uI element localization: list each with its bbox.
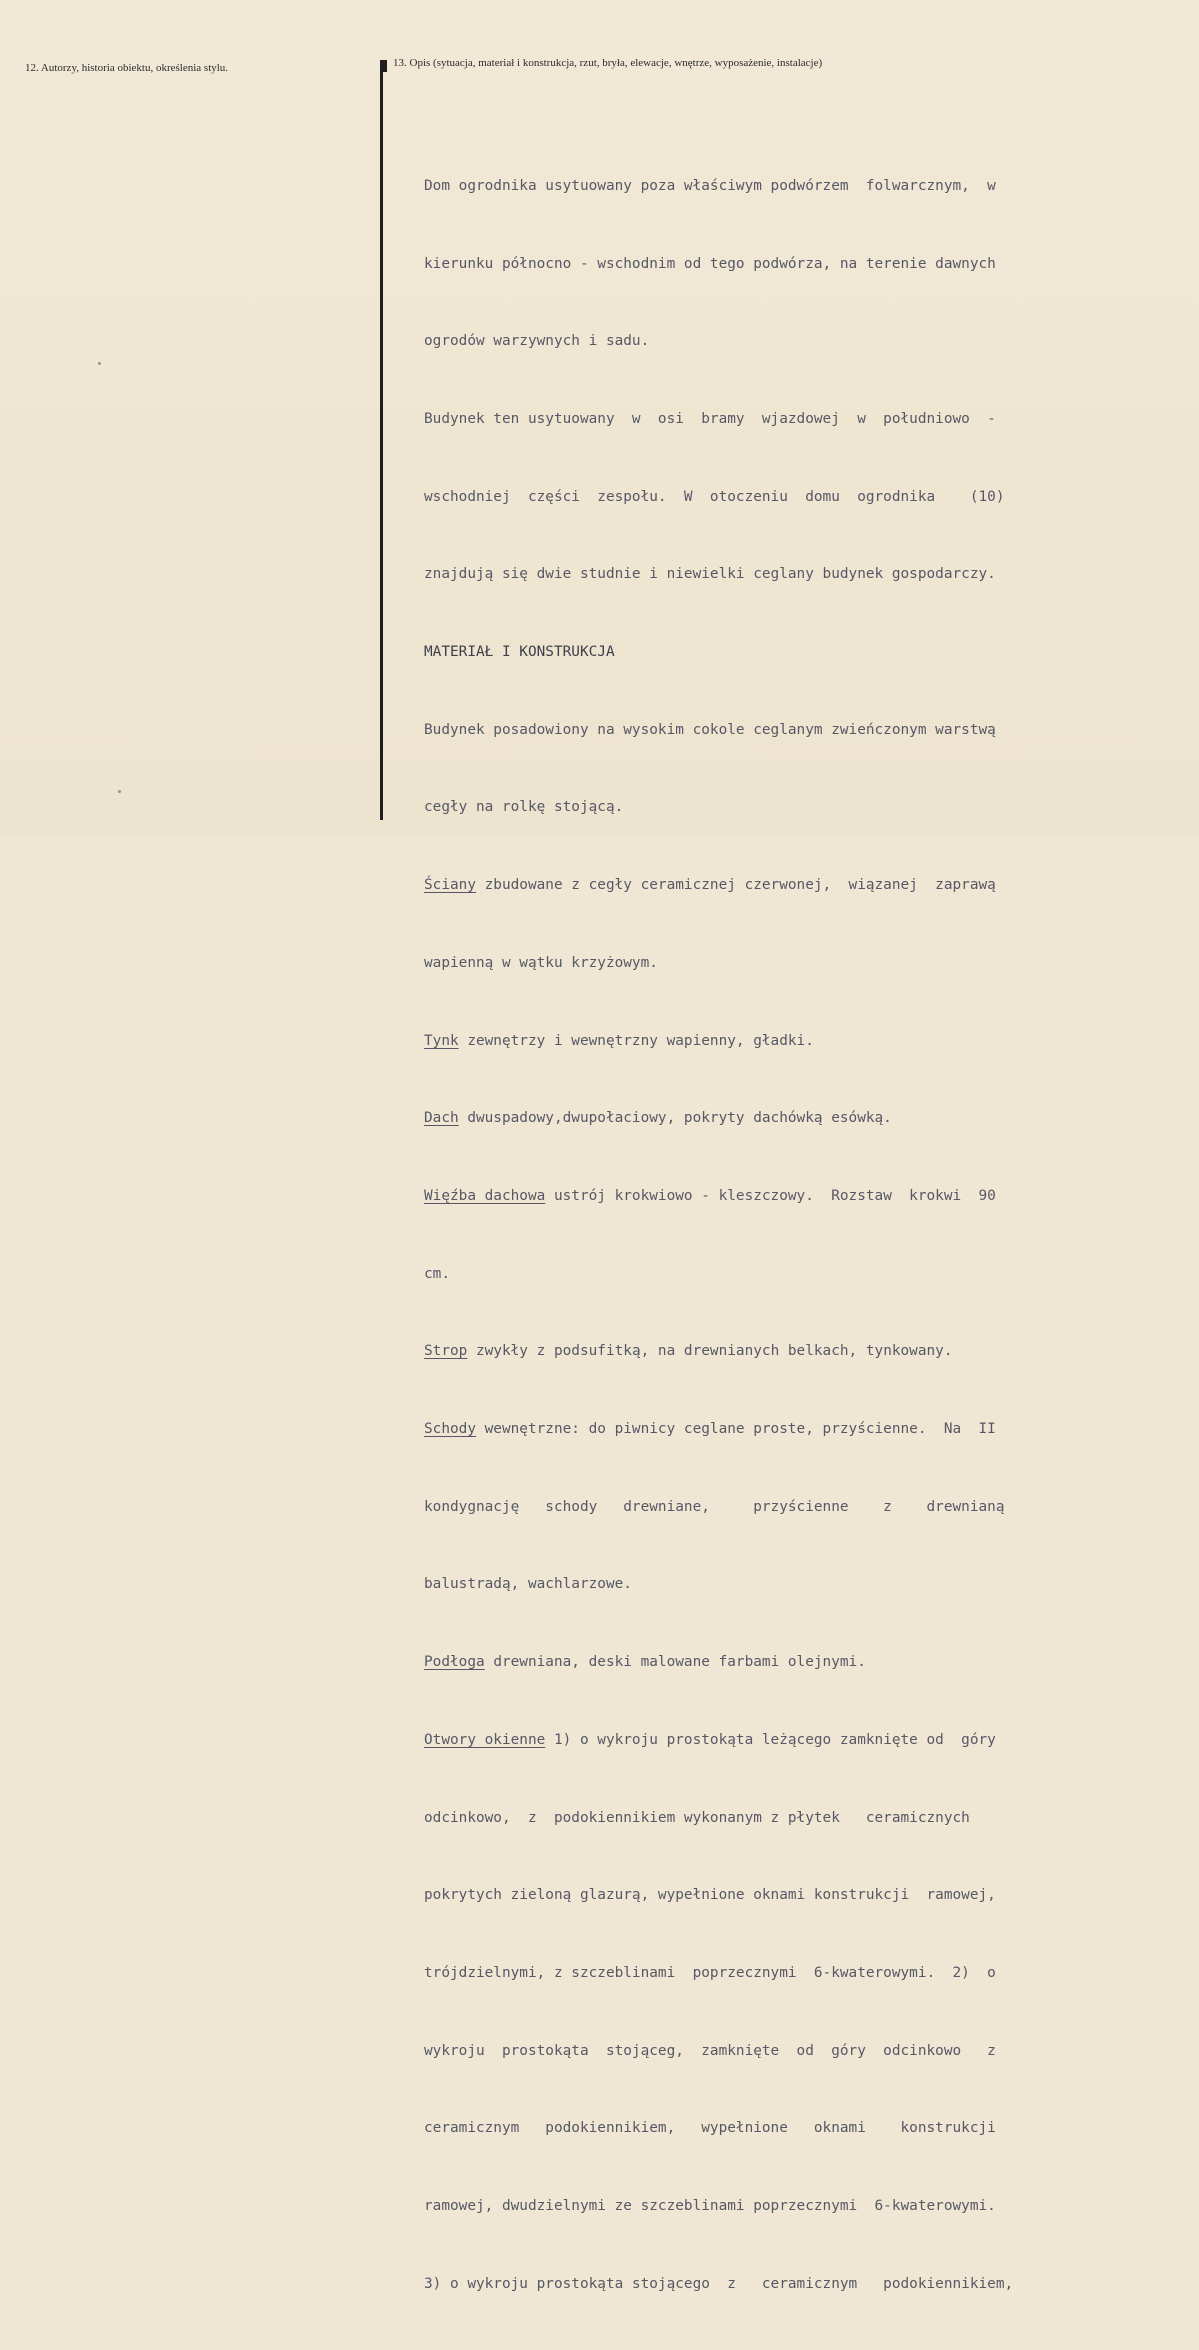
paper-speck [118,790,121,793]
text-fragment: ustrój krokwiowo - kleszczowy. Rozstaw krokwi 90 [545,1187,996,1204]
text-line: cegły na rolkę stojącą. [424,799,624,816]
text-fragment: wewnętrzne: do piwnicy ceglane proste, przyścienne. Na II [475,1421,996,1438]
text-fragment: drewniana, deski malowane farbami olejnymi. [484,1654,866,1671]
term-roof-truss: Więźba dachowa [424,1187,546,1204]
text-line: odcinkowo, z podokiennikiem wykonanym z płytek ceramicznych [424,1809,970,1826]
term-window-openings: Otwory okienne [424,1731,546,1748]
text-line: Budynek ten usytuowany w osi bramy wjazdowej w południowo - [424,410,996,427]
text-line [424,1650,1094,1676]
text-line: ceramicznym podokiennikiem, wypełnione oknami konstrukcji [424,2120,996,2137]
text-fragment: zewnętrzy i wewnętrzny wapienny, gładki. [458,1032,814,1049]
text-line: znajdują się dwie studnie i niewielki ceglany budynek gospodarczy. [424,566,996,583]
text-line [424,873,1094,899]
text-line [424,1029,1094,1055]
text-line: Dom ogrodnika usytuowany poza właściwym podwórzem folwarcznym, w [424,177,996,194]
term-ceiling: Strop [424,1343,468,1360]
section-13-heading: 13. Opis (sytuacja, materiał i konstrukcja, rzut, bryła, elewacje, wnętrze, wyposażenie, instalacje) [393,57,823,69]
text-line: kondygnację schody drewniane, przyścienne z drewnianą [424,1498,1005,1515]
column-divider [380,60,383,820]
text-line [424,1339,1094,1365]
description-text [424,122,1094,2350]
text-fragment: 1) o wykroju prostokąta leżącego zamknięte od góry [545,1731,996,1748]
text-line: trójdzielnymi, z szczeblinami poprzecznymi 6-kwaterowymi. 2) o [424,1964,996,1981]
text-line: ogrodów warzywnych i sadu. [424,333,650,350]
term-floor: Podłoga [424,1654,485,1671]
text-line [424,1184,1094,1210]
text-line [424,1417,1094,1443]
text-line: cm. [424,1265,450,1282]
paper-speck [98,362,101,365]
text-line: wapienną w wątku krzyżowym. [424,954,658,971]
term-plaster: Tynk [424,1032,459,1049]
term-roof: Dach [424,1110,459,1127]
term-stairs: Schody [424,1421,476,1438]
text-line: ramowej, dwudzielnymi ze szczeblinami poprzecznymi 6-kwaterowymi. [424,2198,996,2215]
text-line: wschodniej części zespołu. W otoczeniu domu ogrodnika (10) [424,488,1005,505]
text-fragment: zbudowane z cegły ceramicznej czerwonej, wiązanej zaprawą [475,877,996,894]
text-line [424,1728,1094,1754]
text-fragment: zwykły z podsufitką, na drewnianych belkach, tynkowany. [467,1343,953,1360]
text-line: wykroju prostokąta stojąceg, zamknięte od góry odcinkowo z [424,2042,996,2059]
section-12-heading: 12. Autorzy, historia obiektu, określenia stylu. [25,62,229,74]
text-line: 3) o wykroju prostokąta stojącego z ceramicznym podokiennikiem, [424,2275,1014,2292]
section-heading-material: MATERIAŁ I KONSTRUKCJA [424,644,615,661]
text-line: balustradą, wachlarzowe. [424,1576,632,1593]
text-fragment: dwuspadowy,dwupołaciowy, pokryty dachówką esówką. [458,1110,892,1127]
text-line: Budynek posadowiony na wysokim cokole ceglanym zwieńczonym warstwą [424,721,996,738]
text-line [424,1106,1094,1132]
text-line: pokrytych zieloną glazurą, wypełnione oknami konstrukcji ramowej, [424,1887,996,1904]
divider-top-mark [383,60,387,72]
term-walls: Ściany [424,877,476,894]
text-line: kierunku północno - wschodnim od tego podwórza, na terenie dawnych [424,255,996,272]
